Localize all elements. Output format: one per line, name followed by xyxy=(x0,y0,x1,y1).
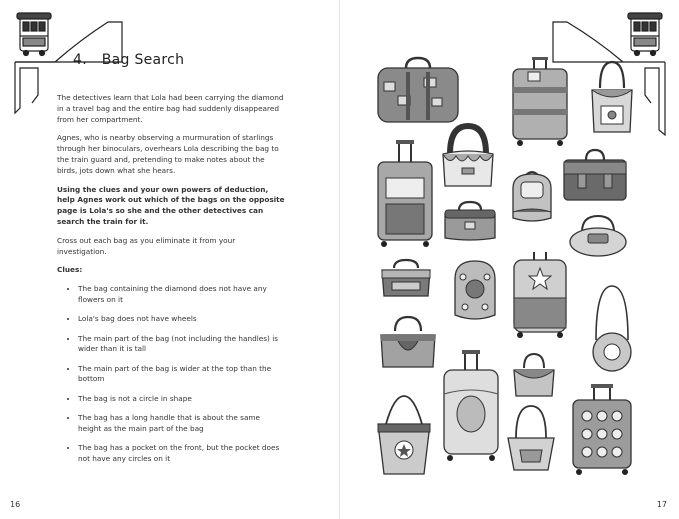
clue-item: • The main part of the bag is wider at the top than the bottom xyxy=(78,364,285,386)
clue-item: • Lola's bag does not have wheels xyxy=(78,314,285,325)
clue-item: • The bag is not a circle in shape xyxy=(78,394,285,405)
bag-scalloped-handbag[interactable] xyxy=(440,124,496,188)
bag-floral-backpack[interactable] xyxy=(451,259,499,327)
bag-trapezoid-long-handle[interactable] xyxy=(506,402,556,472)
bag-rolling-trunk[interactable] xyxy=(376,140,434,250)
right-page xyxy=(340,0,679,519)
clue-item: • The bag has a long handle that is about the same height as the main part of the bag xyxy=(78,413,285,435)
bag-polka-rolling-case[interactable] xyxy=(571,384,633,478)
bag-patterned-rolling-case[interactable] xyxy=(442,350,500,462)
paragraph: The detectives learn that Lola had been carrying the diamond in a travel bag and the entire bag had suddenly disappeared from her compartment. xyxy=(57,93,284,124)
instruction-paragraph: Using the clues and your own powers of deduction, help Agnes work out which of the bags on the opposite page is Lola's so she and the other detectives can search the train for it. xyxy=(57,184,285,226)
chapter-title: Bag Search xyxy=(101,52,185,68)
story-text xyxy=(57,93,285,473)
bag-suitcase-stickers[interactable] xyxy=(376,58,460,124)
bag-star-rolling-case[interactable] xyxy=(512,250,568,338)
clue-item: • The bag containing the diamond does not have any flowers on it xyxy=(78,284,285,306)
clues-list xyxy=(57,284,285,465)
bag-satchel-buckles[interactable] xyxy=(562,148,628,204)
cross-out-paragraph: Cross out each bag as you eliminate it from your investigation. xyxy=(57,235,236,256)
chapter-heading xyxy=(73,52,184,68)
tram-icon xyxy=(17,13,51,56)
chapter-number: 4. xyxy=(73,52,87,68)
bag-tote-star-tag[interactable] xyxy=(374,394,434,478)
bag-small-purse[interactable] xyxy=(512,352,556,398)
page-number-left: 16 xyxy=(10,500,21,509)
page-number-right: 17 xyxy=(656,500,667,509)
tram-icon xyxy=(628,13,662,56)
bag-doctor-bag[interactable] xyxy=(441,200,499,242)
bag-clutch-oval[interactable] xyxy=(568,212,628,260)
clue-item: • The main part of the bag (not including the handles) is wider than it is tall xyxy=(78,334,285,356)
bag-duffel-teardrop[interactable] xyxy=(377,315,439,371)
bag-floral-handbag[interactable] xyxy=(588,60,636,135)
paragraph: Agnes, who is nearby observing a murmuration of starlings through her binoculars, overhears Lola describing the bag to the train guard and, pretending to make notes about the birds, jots down what she hears. xyxy=(57,133,279,175)
clues-heading: Clues: xyxy=(57,265,83,275)
clue-item: • The bag has a pocket on the front, but the pocket does not have any circles on it xyxy=(78,443,285,465)
bag-round-long-handle[interactable] xyxy=(590,282,634,374)
bag-rolling-case-tall[interactable] xyxy=(510,57,570,147)
bag-striped-tote[interactable] xyxy=(380,258,432,298)
bag-owl-backpack[interactable] xyxy=(507,168,557,226)
